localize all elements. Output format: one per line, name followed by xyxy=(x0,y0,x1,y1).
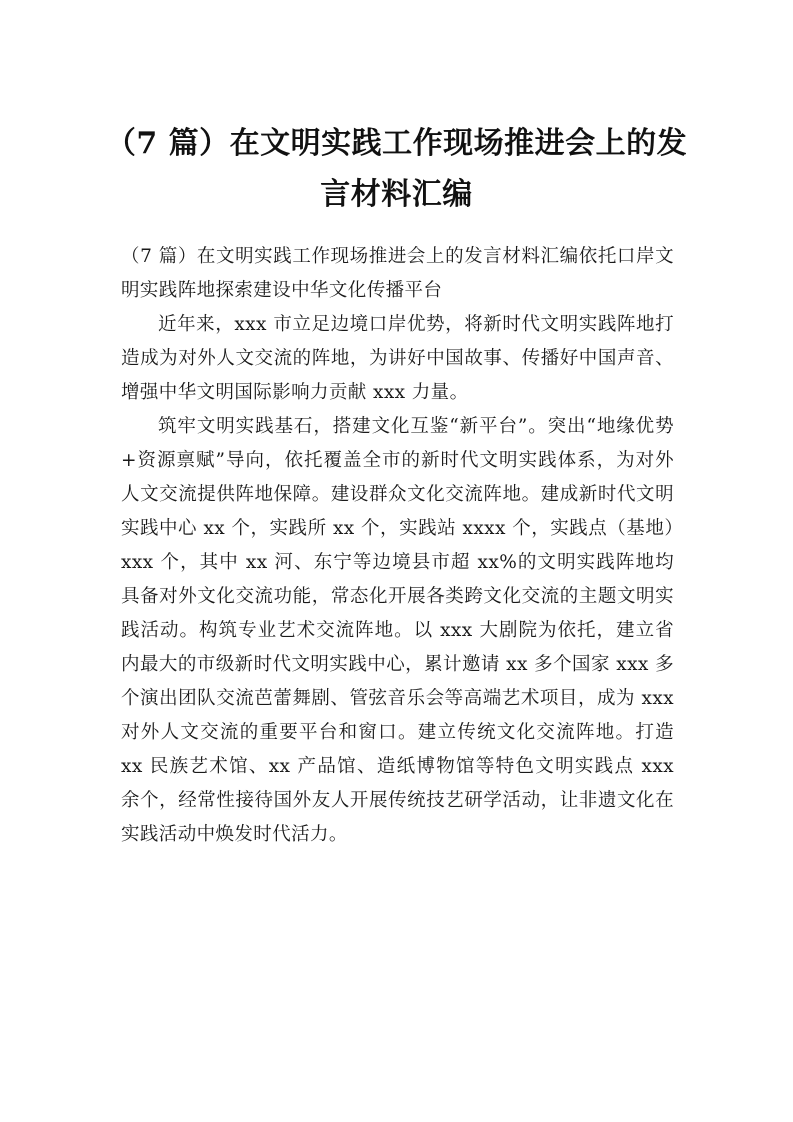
paragraph-foundation: 筑牢文明实践基石，搭建文化互鉴“新平台”。突出“地缘优势+资源禀赋”导向，依托覆盖全市的新时代文明实践体系，为对外人文交流提供阵地保障。建设群众文化交流阵地。建成新时代文明实践中心 xx 个，实践所 xx 个，实践站 xxxx 个，实践点（基地）xxx 个，其中 xx 河、东宁等边境县市超 xx%的文明实践阵地均具备对外文化交流功能，常态化开展各类跨文化交流的主题文明实践活动。构筑专业艺术交流阵地。以 xxx 大剧院为依托，建立省内最大的市级新时代文明实践中心，累计邀请 xx 多个国家 xxx 多个演出团队交流芭蕾舞剧、管弦音乐会等高端艺术项目，成为 xxx 对外人文交流的重要平台和窗口。建立传统文化交流阵地。打造 xx 民族艺术馆、xx 产品馆、造纸博物馆等特色文明实践点 xxx 余个，经常性接待国外友人开展传统技艺研学活动，让非遗文化在实践活动中焕发时代活力。 xyxy=(121,416,674,845)
paragraph-overview: 近年来，xxx 市立足边境口岸优势，将新时代文明实践阵地打造成为对外人文交流的阵地，为讲好中国故事、传播好中国声音、增强中华文明国际影响力贡献 xxx 力量。 xyxy=(121,314,674,403)
document-body xyxy=(121,240,674,852)
document-title: （7 篇）在文明实践工作现场推进会上的发言材料汇编 xyxy=(105,126,688,212)
intro-paragraph: （7 篇）在文明实践工作现场推进会上的发言材料汇编依托口岸文明实践阵地探索建设中华文化传播平台 xyxy=(121,246,674,301)
